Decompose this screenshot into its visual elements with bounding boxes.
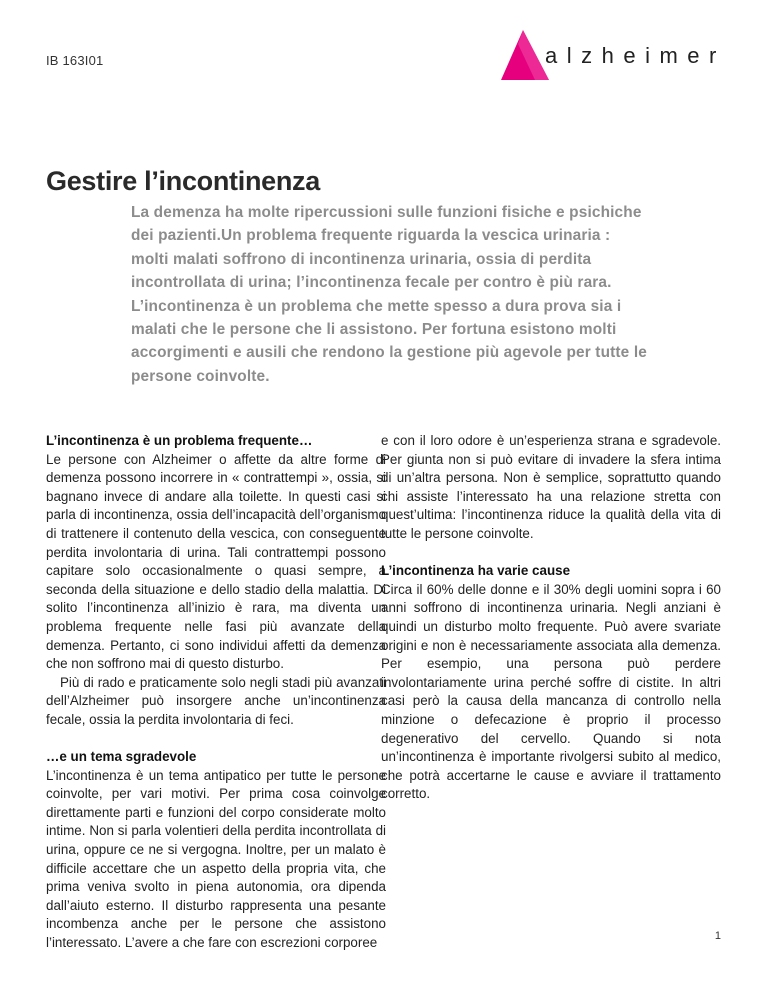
section-paragraph: Circa il 60% delle donne e il 30% degli uomini sopra i 60 anni soffrono di incontinenza urinaria. Negli anziani è quindi un disturbo molto frequente. Può avere svariate origini e non è necessariamente associata alla demenza. Per esempio, una persona può perdere involontariamente urina perché soffre di cistite. In altri casi però la causa della mancanza di controllo nella minzione o defecazione è proprio il processo degenerativo del cervello. Quando si nota un’incontinenza è importante rivolgersi subito al medico, che potrà accertarne le cause e avviare il trattamento corretto. [381,581,721,802]
logo-wordmark: alzheimer [545,43,726,68]
document-code: IB 163I01 [46,53,104,68]
section-heading-frequent: L’incontinenza è un problema frequente… [46,433,313,448]
section-heading-unpleasant: …e un tema sgradevole [46,749,197,765]
section-paragraph-part2: e con il loro odore è un’esperienza strana e sgradevole. Per giunta non si può evitare di invadere la sfera intima di un’altra persona. Non è semplice, soprattutto quando chi assiste l’interessato ha una relazione stretta con quest’ultima: l’incontinenza riduce la qualità della vita di tutte le persone coinvolte. [381,433,721,541]
left-column [46,432,386,953]
right-column [381,432,721,804]
intro-paragraph: La demenza ha molte ripercussioni sulle funzioni fisiche e psichiche dei pazienti.Un problema frequente riguarda la vescica urinaria : molti malati soffrono di incontinenza urinaria, ossia di perdita incontrollata di urina; l’incontinenza fecale per contro è più rara. L’incontinenza è un problema che mette spesso a dura prova sia i malati che le persone che li assistono. Per fortuna esistono molti accorgimenti e ausili che rendono la gestione più agevole per tutte le persone coinvolte. [131,204,647,385]
section-heading-causes: L’incontinenza ha varie cause [381,563,571,579]
section-paragraph-part1: L’incontinenza è un tema antipatico per tutte le persone coinvolte, per vari motivi. Per prima cosa coinvolge direttamente parti e funzioni del corpo considerate molto intime. Non si parla volentieri della perdita incontrollata di urina, oppure ce ne si vergogna. Inoltre, per un malato è difficile accettare che un aspetto della propria vita, che prima veniva svolto in piena autonomia, ora dipenda dall’aiuto esterno. Il disturbo rappresenta una pesante incombenza anche per le persone che assistono l’interessato. L’avere a che fare con escrezioni corporee [46,767,386,951]
section-paragraph: Le persone con Alzheimer o affette da altre forme di demenza possono incorrere in « contrattempi », ossia, si bagnano invece di andare alla toilette. In questi casi si parla di incontinenza, ossia dell’incapacità dell’organismo di trattenere il contenuto della vescica, con conseguente perdita involontaria di urina. Tali contrattempi possono capitare solo occasionalmente o quasi sempre, a seconda della situazione e dello stadio della malattia. Di solito l’incontinenza all’inizio è rara, ma diventa un problema frequente nelle fasi più avanzate della demenza. Pertanto, ci sono individui affetti da demenza che non soffrono mai di questo disturbo. [46,451,386,672]
alzheimer-logo [497,26,727,84]
section-paragraph: Più di rado e praticamente solo negli stadi più avanzati dell’Alzheimer può insorgere anche un’incontinenza fecale, ossia la perdita involontaria di feci. [46,674,386,727]
page-title: Gestire l’incontinenza [46,166,320,196]
page-number: 1 [714,930,721,942]
